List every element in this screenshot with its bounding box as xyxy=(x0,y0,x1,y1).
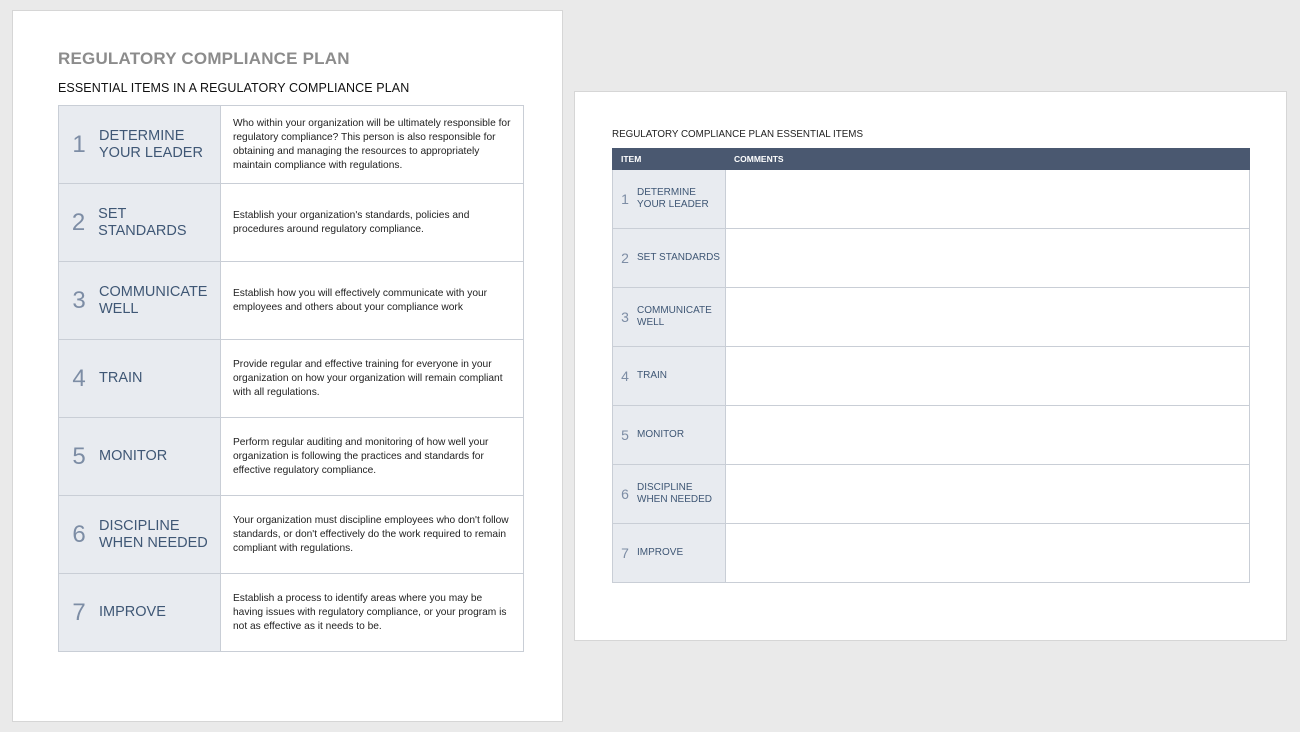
item-cell xyxy=(59,106,221,184)
comment-field[interactable] xyxy=(726,406,1250,465)
item-label xyxy=(637,547,683,559)
table-row xyxy=(59,496,524,574)
item-label-line1: MONITOR xyxy=(99,448,168,464)
item-label-line1: TRAIN xyxy=(99,370,143,386)
item-number: 6 xyxy=(72,520,86,548)
item-description: Perform regular auditing and monitoring of how well your organization is following the practices and standards for effective regulatory compliance. xyxy=(221,418,524,496)
table-row xyxy=(613,288,1250,347)
table-header-row xyxy=(613,149,1250,170)
table-row xyxy=(59,574,524,652)
item-number: 1 xyxy=(72,130,86,158)
item-label xyxy=(99,128,207,162)
item-description: Provide regular and effective training for everyone in your organization on how your organization will remain compliant with all regulations. xyxy=(221,340,524,418)
table-row xyxy=(613,347,1250,406)
item-number: 3 xyxy=(72,286,86,314)
item-number: 1 xyxy=(621,191,629,207)
item-cell xyxy=(59,262,221,340)
comment-field[interactable] xyxy=(726,347,1250,406)
item-cell xyxy=(613,229,726,288)
item-cell xyxy=(613,288,726,347)
table-row xyxy=(613,229,1250,288)
item-cell xyxy=(59,184,221,262)
item-label-line2: WHEN NEEDED xyxy=(637,494,713,505)
item-label-line1: COMMUNICATE xyxy=(99,283,208,300)
item-label-line1: DISCIPLINE xyxy=(99,517,180,534)
item-number: 6 xyxy=(621,486,629,502)
item-label xyxy=(637,305,712,329)
table-row xyxy=(613,524,1250,583)
item-cell xyxy=(59,574,221,652)
item-label-line1: COMMUNICATE xyxy=(637,305,712,316)
item-cell xyxy=(613,170,726,229)
item-label-line2: YOUR LEADER xyxy=(637,199,709,210)
item-description: Establish a process to identify areas where you may be having issues with regulatory compliance, or your program is not as effective as it needs to be. xyxy=(221,574,524,652)
item-label-line1: SET STANDARDS xyxy=(637,252,720,263)
item-label xyxy=(99,448,171,465)
comments-table xyxy=(612,148,1250,583)
item-label-line2: WHEN NEEDED xyxy=(99,534,208,551)
item-number: 7 xyxy=(72,598,86,626)
item-cell xyxy=(613,406,726,465)
header-item: ITEM xyxy=(613,149,726,170)
item-label xyxy=(99,370,147,387)
page-subtitle: ESSENTIAL ITEMS IN A REGULATORY COMPLIANCE PLAN xyxy=(58,81,410,95)
item-number: 3 xyxy=(621,309,629,325)
item-description: Establish how you will effectively communicate with your employees and others about your compliance work xyxy=(221,262,524,340)
item-label-line1: IMPROVE xyxy=(99,604,166,620)
item-label xyxy=(637,252,720,264)
item-label-line1: DETERMINE xyxy=(99,127,185,144)
item-label-line1: DISCIPLINE xyxy=(637,482,693,493)
table-row xyxy=(59,340,524,418)
item-label-line1: DETERMINE xyxy=(637,187,696,198)
header-comments: COMMENTS xyxy=(726,149,1250,170)
comments-page-title: REGULATORY COMPLIANCE PLAN ESSENTIAL ITEMS xyxy=(612,129,863,140)
item-label xyxy=(637,429,684,441)
item-label xyxy=(637,187,709,211)
comment-field[interactable] xyxy=(726,524,1250,583)
item-number: 7 xyxy=(621,545,629,561)
item-number: 2 xyxy=(71,208,86,236)
comment-field[interactable] xyxy=(726,229,1250,288)
comment-field[interactable] xyxy=(726,465,1250,524)
table-row xyxy=(613,406,1250,465)
item-label xyxy=(99,604,170,621)
item-label-line1: TRAIN xyxy=(637,370,667,381)
document-page-comments xyxy=(574,91,1287,641)
page-title: REGULATORY COMPLIANCE PLAN xyxy=(58,49,350,68)
comment-field[interactable] xyxy=(726,288,1250,347)
item-label xyxy=(637,370,667,382)
item-label xyxy=(98,206,220,240)
item-cell xyxy=(613,347,726,406)
table-row xyxy=(59,106,524,184)
table-row xyxy=(613,170,1250,229)
item-description: Establish your organization's standards, policies and procedures around regulatory compliance. xyxy=(221,184,524,262)
item-cell xyxy=(59,340,221,418)
item-number: 2 xyxy=(621,250,629,266)
table-row xyxy=(59,262,524,340)
plan-table xyxy=(58,105,524,652)
item-cell xyxy=(59,496,221,574)
item-number: 4 xyxy=(72,364,86,392)
item-label xyxy=(99,518,212,552)
item-cell xyxy=(59,418,221,496)
item-label xyxy=(99,284,211,318)
item-label-line1: IMPROVE xyxy=(637,547,684,558)
comment-field[interactable] xyxy=(726,170,1250,229)
item-label-line2: WELL xyxy=(99,300,139,317)
item-description: Your organization must discipline employees who don't follow standards, or don't effectively do the work required to remain compliant with regulations. xyxy=(221,496,524,574)
table-row xyxy=(59,184,524,262)
document-page-plan xyxy=(12,10,563,722)
item-label-line2: YOUR LEADER xyxy=(99,144,203,161)
item-label-line2: WELL xyxy=(637,317,665,328)
table-row xyxy=(613,465,1250,524)
item-number: 5 xyxy=(72,442,86,470)
item-label xyxy=(637,482,712,506)
table-row xyxy=(59,418,524,496)
item-label-line1: MONITOR xyxy=(637,429,685,440)
item-number: 5 xyxy=(621,427,629,443)
item-number: 4 xyxy=(621,368,629,384)
item-description: Who within your organization will be ultimately responsible for regulatory compliance? This person is also responsible for obtaining and managing the resources to appropriately maintain compliance with regulations. xyxy=(221,106,524,184)
item-cell xyxy=(613,465,726,524)
item-cell xyxy=(613,524,726,583)
item-label-line1: SET STANDARDS xyxy=(98,205,187,239)
